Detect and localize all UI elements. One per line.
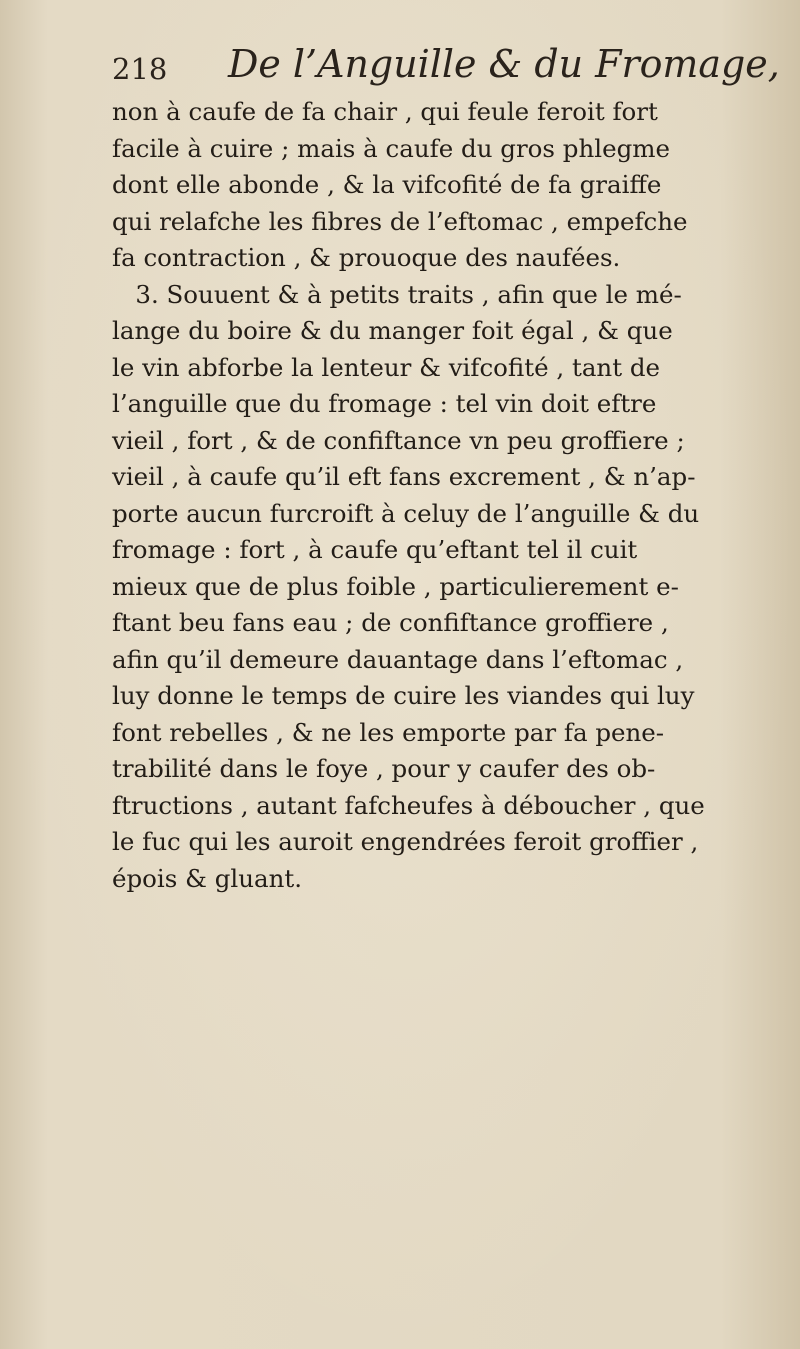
text-line: ftant beu fans eau ; de confiftance groffiere ,: [112, 608, 669, 637]
page-header: [112, 40, 780, 96]
text-line: non à caufe de fa chair , qui feule feroit fort: [112, 97, 658, 126]
text-line: fa contraction , & prouoque des naufées.: [112, 243, 621, 272]
text-line: épois & gluant.: [112, 863, 303, 893]
text-line: dont elle abonde , & la vifcofité de fa graiffe: [112, 170, 662, 199]
text-line: lange du boire & du manger foit égal , & que: [112, 316, 673, 345]
page-number: 218: [112, 52, 168, 86]
text-line: facile à cuire ; mais à caufe du gros phlegme: [112, 133, 670, 163]
text-line: qui relafche les fibres de l’eftomac , empefche: [112, 206, 688, 236]
text-line: vieil , à caufe qu’il eft fans excrement , & n’ap-: [112, 462, 696, 491]
text-line: porte aucun furcroift à celuy de l’anguille & du: [112, 498, 700, 528]
text-line: font rebelles , & ne les emporte par fa pene-: [112, 717, 665, 747]
text-line: le vin abforbe la lenteur & vifcofité , tant de: [112, 352, 661, 382]
text-line: l’anguille que du fromage : tel vin doit eftre: [112, 389, 657, 418]
text-line: afin qu’il demeure dauantage dans l’eftomac ,: [112, 644, 684, 674]
text-line: fromage : fort , à caufe qu’eftant tel il cuit: [112, 535, 638, 564]
running-title: De l’Anguille & du Fromage,: [228, 42, 780, 86]
body-text: [112, 94, 800, 897]
text-line: trabilité dans le foye , pour y caufer des ob-: [112, 754, 656, 783]
text-line: le fuc qui les auroit engendrées feroit groffier ,: [112, 827, 699, 856]
text-line: vieil , fort , & de confiftance vn peu groffiere ;: [112, 425, 685, 455]
text-line: 3. Souuent & à petits traits , afin que le mé-: [112, 279, 682, 309]
text-line: luy donne le temps de cuire les viandes qui luy: [112, 681, 695, 710]
text-line: ftructions , autant fafcheufes à déboucher , que: [112, 790, 705, 820]
text-line: mieux que de plus foible , particulierement e-: [112, 571, 679, 601]
